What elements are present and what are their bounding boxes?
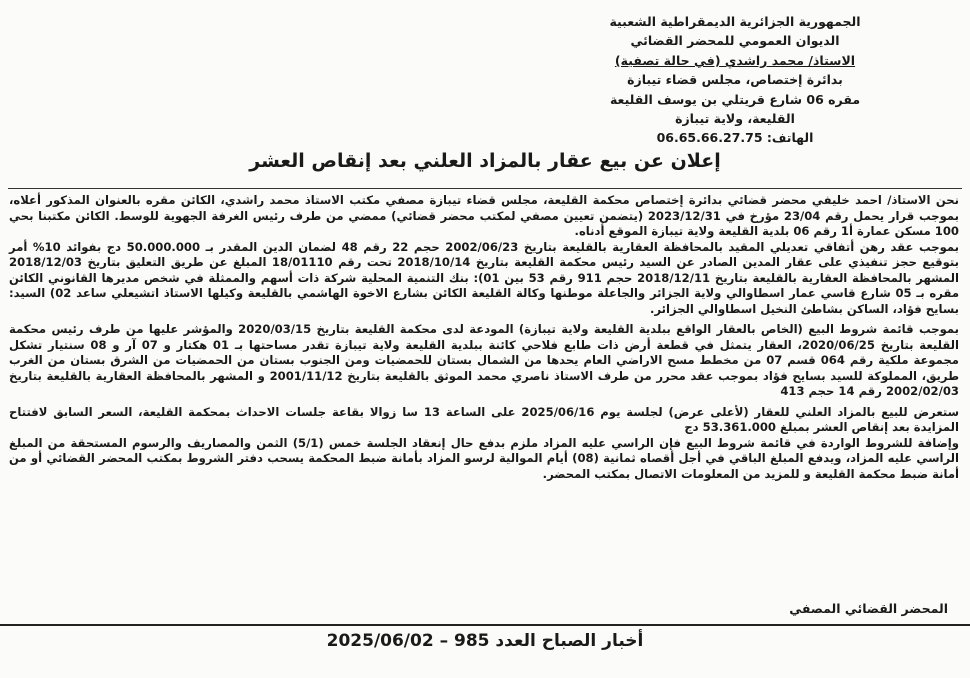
- paragraph-mortgage-seizure: بموجب عقد رهن أتفاقي تعديلي المقيد بالمحافظة العقارية بالقليعة بتاريخ 2002/06/23 حجم 22 رقم 48 لضمان الدين المقدر بـ 50.000.000 دج بفوائد 10% أمر بتوقيع حجز تنفيذي على عقار المدين الصادر عن السيد رئيس محكمة القليعة بتاريخ 2018/10/14 تحت رقم 18/01110 المبلغ عن طريق التعليق بتاريخ 2018/12/03 المشهر بالمحافظة العقارية بالقليعة بتاريخ 2018/12/11 حجم 911 رقم 53 بين 01): بنك التنمية المحلية شركة ذات أسهم والممثلة في شخص مديرها القانوني الكائن مقره بـ 05 شارع قاسي عمار اسطاوالي ولاية الجزائر والجاعلة موطنها وكالة القليعة الكائن بشارع الاخوة الهاشمي بالقليعة وكيلها الاستاذ اتشيعلي ساعد 02) السيد: بسايح فؤاد، الساكن بشاطئ النخيل اسطاوالي الجزائر.: [9, 239, 960, 316]
- paragraph-auction-date: ستعرض للبيع بالمزاد العلني للعقار (لأعلى عرض) لجلسة يوم 2025/06/16 على الساعة 13 سا زوالا بقاعة جلسات الاحداث بمحكمة القليعة، السعر السابق لافتتاح المزايدة بعد إنقاص العشر بمبلغ 53.361.000 دج: [9, 404, 959, 434]
- header-jurisdiction: بدائرة إختصاص، مجلس قضاء تيبازة: [627, 72, 843, 88]
- title-divider: [8, 188, 962, 189]
- paragraph-payment-conditions: وإضافة للشروط الواردة في قائمة شروط البيع فإن الراسي عليه المزاد ملزم بدفع حال إنعقاد الجلسة خمس (5/1) الثمن والمصاريف والرسوم المستحقة من المبلغ الراسي عليه المزاد، ويدفع المبلغ الباقي في أجل أقصاه ثمانية (08) أيام الموالية لرسو المزاد بأمانة ضبط المحكمة يسحب دفتر الشروط بمكتب المحضر القضائي أو من أمانة ضبط محكمة القليعة و للمزيد من المعلومات الاتصال بمكتب المحضر.: [9, 435, 959, 481]
- header-phone: [520, 128, 950, 147]
- newspaper-issue: أخبار الصباح العدد 985: [454, 631, 644, 651]
- header-address: مقره 06 شارع قريتلي بن يوسف القليعة: [609, 91, 861, 107]
- header-bailiff-name: الاستاذ/ محمد راشدي (في حالة تصفية): [614, 52, 856, 68]
- paragraph-property-description: بموجب قائمة شروط البيع (الخاص بالعقار الواقع ببلدية القليعة ولاية تيبازة) المودعة لدى محكمة القليعة بتاريخ 2020/03/15 والمؤشر عليها من طرف رئيس محكمة القليعة بتاريخ 2020/06/25، العقار يتمثل في قطعة أرض ذات طابع فلاحي كائنة ببلدية القليعة ولاية تيبازة تقدر مساحتها بـ 01 هكتار و 07 آر و 08 سنتيار تشكل مجموعة ملكية رقم 064 قسم 07 من مخطط مسح الاراضي العام يحدها من الشمال بستان للحمضيات ومن الجنوب بستان من الحمضيات من الشرق بستان من الغرب طريق، المملوكة للسيد بسايح فؤاد بموجب عقد محرر من طرف الاستاذ ناصري محمد الموثق بالقليعة بتاريخ 2001/11/12 و المشهر بالمحافظة العقارية بالقليعة بتاريخ 2002/02/03 رقم 14 حجم 413: [9, 322, 959, 398]
- header-city: القليعة، ولاية تيبازة: [675, 111, 795, 127]
- notice-title: إعلان عن بيع عقار بالمزاد العلني بعد إنقاص العشر: [249, 150, 721, 172]
- header-office: الديوان العمومي للمحضر القضائي: [630, 33, 840, 49]
- notice-body: [9, 193, 959, 482]
- paragraph-bailiff-identity: نحن الاستاذ/ احمد خليفي محضر قضائي بدائرة إختصاص محكمة القليعة، مجلس قضاء تيبازة مصفي مكتب الاستاذ محمد راشدي، الكائن مقره بالعنوان المذكور أعلاه، بموجب قرار يحمل رقم 23/04 مؤرخ في 2023/12/31 (يتضمن تعيين مصفي لمكتب محضر قضائي) ممضي من طرف رئيس الغرفة الجهوية للوسط. الكائن مكتبنا بحي 100 مسكن عمارة أ1 رقم 06 بلدية القليعة ولاية تيبازة الموقع أدناه.: [9, 193, 959, 238]
- header-republic: الجمهورية الجزائرية الديمقراطية الشعبية: [609, 14, 861, 29]
- phone-label: الهاتف:: [766, 130, 814, 146]
- signature: المحضر القضائي المصفي: [789, 601, 948, 616]
- phone-number: 06.65.66.27.75: [656, 130, 763, 146]
- bailiff-office-header: [520, 12, 950, 148]
- newspaper-footer: [0, 631, 970, 651]
- publication-date: 2025/06/02: [326, 631, 434, 651]
- footer-separator: –: [439, 631, 449, 651]
- footer-divider: [0, 624, 970, 626]
